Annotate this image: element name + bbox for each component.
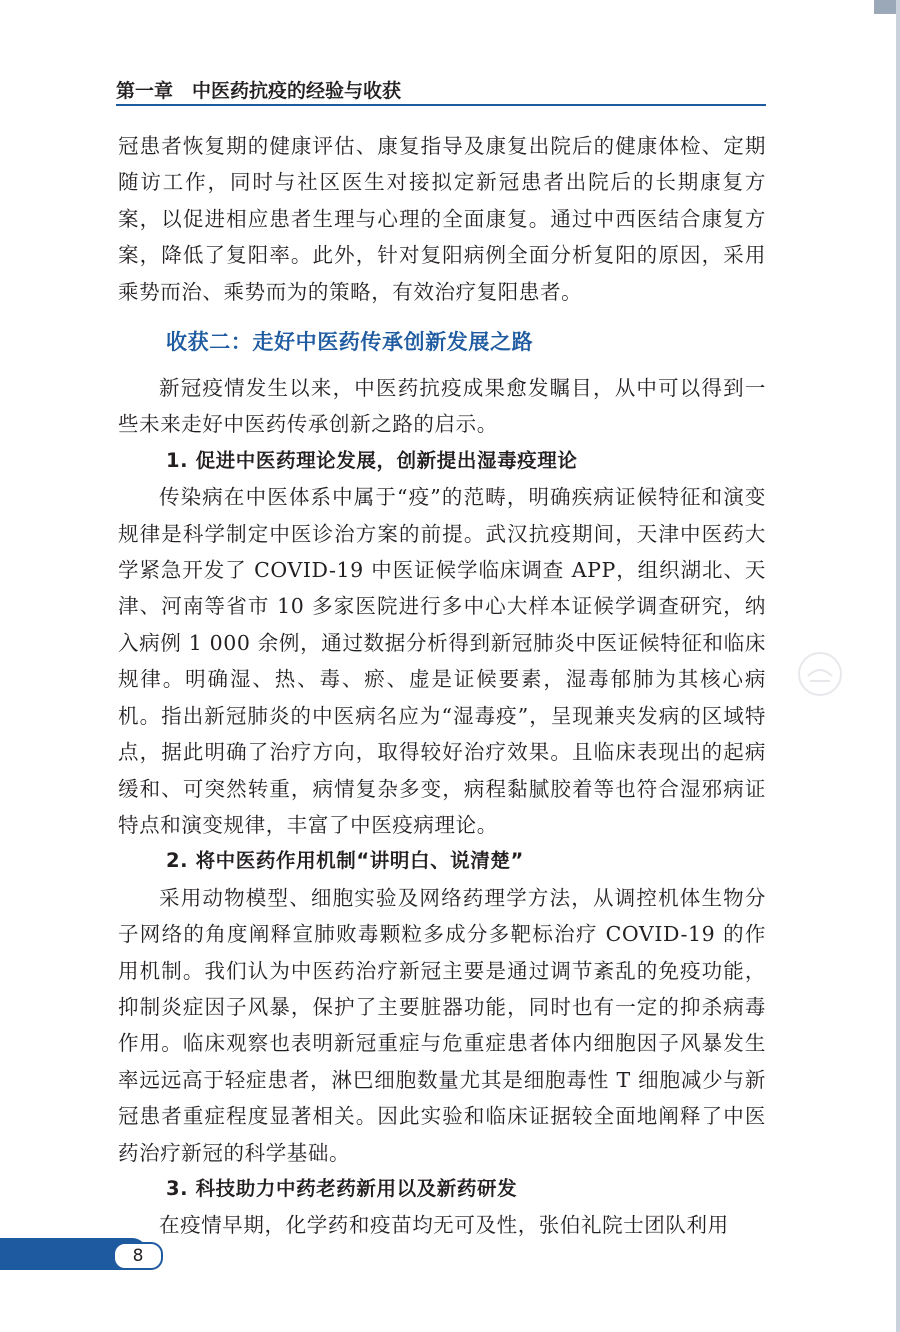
subheading-1: 1. 促进中医药理论发展，创新提出湿毒疫理论 [166, 448, 578, 472]
subheading-2: 2. 将中医药作用机制“讲明白、说清楚” [166, 849, 524, 873]
chapter-title: 第一章 中医药抗疫的经验与收获 [116, 80, 402, 102]
section-heading: 收获二：走好中医药传承创新发展之路 [166, 330, 534, 355]
seal-icon [796, 650, 844, 698]
paragraph-continued: 冠患者恢复期的健康评估、康复指导及康复出院后的健康体检、定期随访工作，同时与社区医生对接拟定新冠患者出院后的长期康复方案，以促进相应患者生理与心理的全面康复。通过中西医结合康复方案，降低了复阳率。此外，针对复阳病例全面分析复阳的原因，采用乘势而治、乘势而为的策略，有效治疗复阳患者。 [118, 134, 766, 304]
running-header [116, 74, 766, 104]
header-rule [116, 104, 766, 106]
page-edge [896, 0, 900, 1332]
page-body [118, 128, 766, 1244]
paragraph-theory: 传染病在中医体系中属于“疫”的范畴，明确疾病证候特征和演变规律是科学制定中医诊治方案的前提。武汉抗疫期间，天津中医药大学紧急开发了 COVID-19 中医证候学临床调查 APP，组织湖北、天津、河南等省市 10 多家医院进行多中心大样本证候学调查研究，纳入病例 1 000 余例，通过数据分析得到新冠肺炎中医证候特征和临床规律。明确湿、热、毒、瘀、虚是证候要素，湿毒郁肺为其核心病机。指出新冠肺炎的中医病名应为“湿毒疫”，呈现兼夹发病的区域特点，据此明确了治疗方向，取得较好治疗效果。且临床表现出的起病缓和、可突然转重，病情复杂多变，病程黏腻胶着等也符合湿邪病证特点和演变规律，丰富了中医疫病理论。 [118, 485, 766, 837]
subheading-3: 3. 科技助力中药老药新用以及新药研发 [166, 1176, 518, 1200]
paragraph-mechanism: 采用动物模型、细胞实验及网络药理学方法，从调控机体生物分子网络的角度阐释宣肺败毒颗粒多成分多靶标治疗 COVID-19 的作用机制。我们认为中医药治疗新冠主要是通过调节紊乱的免疫功能，抑制炎症因子风暴，保护了主要脏器功能，同时也有一定的抑杀病毒作用。临床观察也表明新冠重症与危重症患者体内细胞因子风暴发生率远远高于轻症患者，淋巴细胞数量尤其是细胞毒性 T 细胞减少与新冠患者重症程度显著相关。因此实验和临床证据较全面地阐释了中医药治疗新冠的科学基础。 [118, 885, 766, 1165]
paragraph-intro: 新冠疫情发生以来，中医药抗疫成果愈发瞩目，从中可以得到一些未来走好中医药传承创新之路的启示。 [118, 376, 766, 437]
paragraph-research: 在疫情早期，化学药和疫苗均无可及性，张伯礼院士团队利用 [159, 1213, 729, 1238]
page-number: 8 [113, 1242, 163, 1270]
